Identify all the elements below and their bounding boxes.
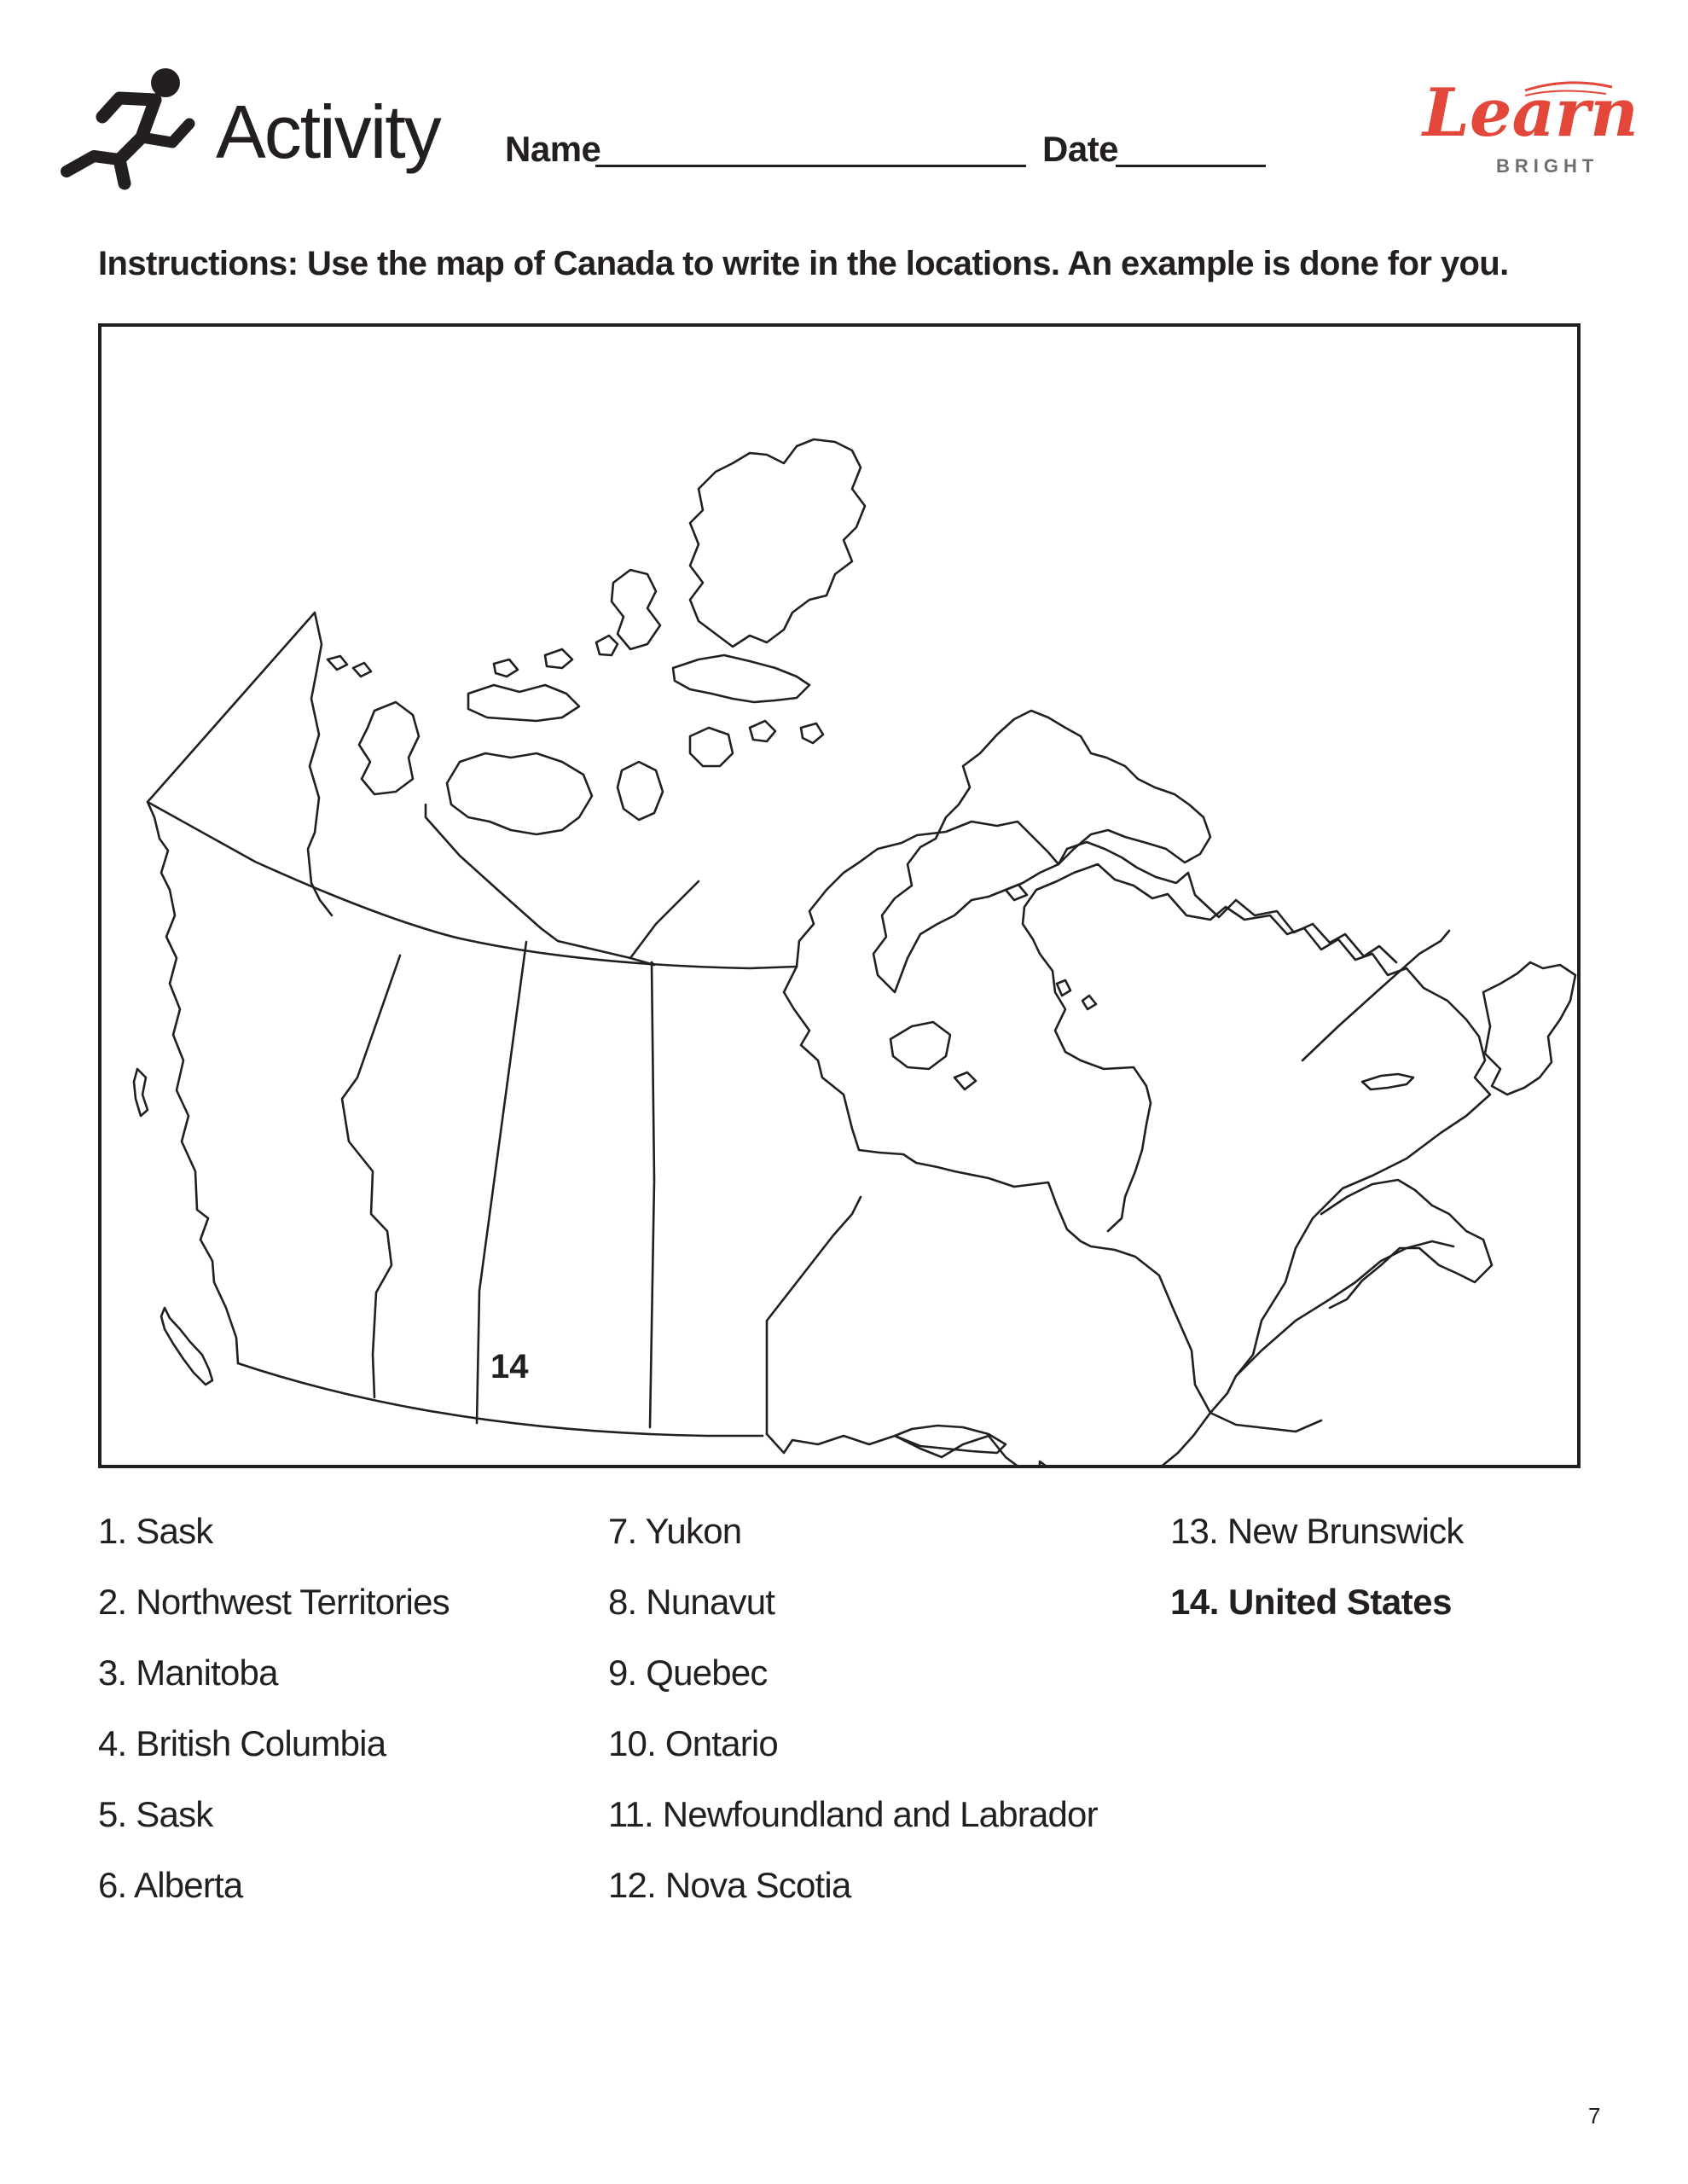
canada-outline-map (102, 327, 1577, 1465)
date-field-line[interactable] (1116, 165, 1266, 167)
small-island (1082, 996, 1096, 1009)
canada-map-frame (98, 323, 1581, 1468)
sask-manitoba-border (650, 962, 654, 1427)
melville-island (468, 685, 579, 721)
page-number: 7 (1588, 2103, 1601, 2129)
list-item: 10. Ontario (608, 1723, 778, 1763)
name-field-line[interactable] (595, 165, 1026, 167)
lake-superior (895, 1426, 1006, 1453)
date-label: Date (1042, 129, 1119, 169)
learn-bright-logo (1423, 74, 1639, 182)
somerset-island (690, 728, 733, 766)
list-item: 4. British Columbia (98, 1723, 386, 1763)
southampton-island (890, 1022, 950, 1069)
list-item: 6. Alberta (98, 1865, 243, 1905)
anticosti-island (1362, 1074, 1413, 1089)
list-item: 13. New Brunswick (1170, 1511, 1464, 1551)
banks-island (359, 702, 419, 794)
running-person-icon (60, 64, 196, 192)
newfoundland-island (1483, 962, 1575, 1095)
small-island (353, 663, 371, 677)
southern-ontario (767, 1413, 1210, 1465)
small-island (596, 636, 618, 655)
map-example-marker: 14 (490, 1348, 529, 1385)
logo-subtitle: BRIGHT (1496, 155, 1599, 177)
small-island (954, 1072, 976, 1089)
baffin-island (873, 711, 1210, 992)
list-item: 8. Nunavut (608, 1582, 775, 1622)
instructions-text: Instructions: Use the map of Canada to write in the locations. An example is done for you. (98, 245, 1509, 282)
hudson-bay-west-coast (784, 967, 1321, 1432)
nwt-nunavut-border (426, 804, 654, 965)
victoria-island (447, 753, 592, 834)
list-item: 9. Quebec (608, 1653, 768, 1693)
ellesmere-island (690, 439, 865, 647)
list-item: 5. Sask (98, 1794, 213, 1834)
nunavut-border-east (630, 881, 699, 958)
page-title: Activity (216, 90, 440, 174)
small-island (750, 721, 775, 741)
logo-wordmark: Learn (1423, 74, 1639, 152)
quebec-labrador-border (1302, 931, 1449, 1060)
list-item: 1. Sask (98, 1511, 213, 1551)
small-island (1057, 980, 1070, 996)
small-island (545, 649, 572, 668)
list-item: 3. Manitoba (98, 1653, 278, 1693)
list-item: 7. Yukon (608, 1511, 742, 1551)
axel-heiberg-island (612, 570, 660, 649)
name-label: Name (505, 129, 601, 169)
quebec-labrador-outline (1023, 864, 1490, 1413)
hudson-bay-north (797, 822, 1396, 967)
sixtieth-parallel (148, 802, 797, 968)
small-island (494, 659, 518, 677)
lake-huron (1040, 1461, 1074, 1465)
bc-alberta-border (342, 956, 400, 1397)
list-item: 2. Northwest Territories (98, 1582, 450, 1622)
list-item: 12. Nova Scotia (608, 1865, 851, 1905)
small-island (1006, 885, 1027, 900)
list-item: 11. Newfoundland and Labrador (608, 1794, 1098, 1834)
small-island (801, 723, 823, 743)
prince-of-wales-island (618, 762, 663, 820)
small-island (328, 656, 347, 670)
vancouver-island (161, 1308, 212, 1385)
haida-gwaii (134, 1069, 148, 1116)
west-coast-outline (148, 613, 332, 1363)
devon-island (673, 655, 809, 702)
manitoba-ontario-border (767, 1197, 861, 1434)
list-item-example: 14. United States (1170, 1582, 1452, 1622)
